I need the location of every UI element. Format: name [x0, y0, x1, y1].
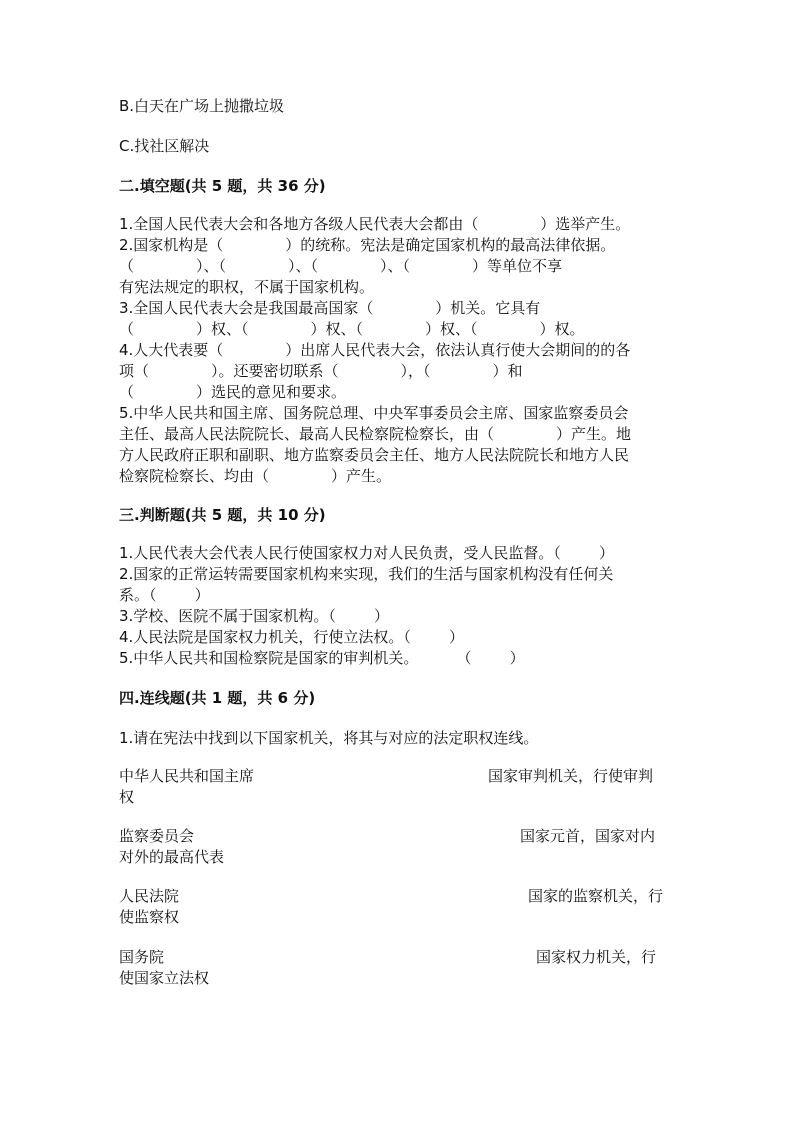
matching-left-item: 中华人民共和国主席	[119, 767, 255, 785]
matching-right-item: 国家权力机关，行	[536, 948, 657, 966]
question-line: 有宪法规定的职权，不属于国家机构。	[119, 278, 375, 296]
matching-left-item: 人民法院	[119, 887, 180, 905]
question-line: （ ）、（ ）、（ ）、（ ）等单位不享	[119, 257, 562, 275]
question-line: 1.全国人民代表大会和各地方各级人民代表大会都由（ ）选举产生。	[119, 215, 631, 233]
section-heading-matching: 四.连线题(共 1 题，共 6 分)	[119, 689, 316, 707]
question-line: （ ）权、（ ）权、（ ）权、（ ）权。	[119, 320, 585, 338]
question-line: 5.中华人民共和国主席、国务院总理、中央军事委员会主席、国家监察委员会	[119, 404, 629, 422]
question-line: 4.人大代表要（ ）出席人民代表大会，依法认真行使大会期间的的各	[119, 341, 631, 359]
matching-left-item: 国务院	[119, 948, 165, 966]
question-line: 项（ ）。还要密切联系（ ），（ ）和	[119, 362, 523, 380]
option-b: B.白天在广场上抛撒垃圾	[119, 97, 285, 115]
section-heading-true-false: 三.判断题(共 5 题，共 10 分)	[119, 506, 326, 524]
section-heading-fill-blank: 二.填空题(共 5 题，共 36 分)	[119, 177, 326, 195]
question-line: 2.国家机构是（ ）的统称。宪法是确定国家机构的最高法律依据。	[119, 236, 616, 254]
question-line: 1.人民代表大会代表人民行使国家权力对人民负责，受人民监督。（ ）	[119, 544, 614, 562]
question-line: 3.学校、医院不属于国家机构。（ ）	[119, 607, 389, 625]
matching-right-item-wrap: 使监察权	[119, 908, 180, 926]
matching-instruction: 1.请在宪法中找到以下国家机关，将其与对应的法定职权连线。	[119, 729, 539, 747]
matching-right-item: 国家元首，国家对内	[520, 827, 656, 845]
question-line: 3.全国人民代表大会是我国最高国家（ ）机关。它具有	[119, 299, 541, 317]
question-line: 方人民政府正职和副职、地方监察委员会主任、地方人民法院院长和地方人民	[119, 446, 630, 464]
option-c: C.找社区解决	[119, 137, 210, 155]
matching-left-item: 监察委员会	[119, 827, 195, 845]
matching-right-item: 国家的监察机关，行	[528, 887, 664, 905]
question-line: （ ）选民的意见和要求。	[119, 383, 346, 401]
matching-right-item-wrap: 对外的最高代表	[119, 848, 225, 866]
question-line: 主任、最高人民法院院长、最高人民检察院检察长，由（ ）产生。地	[119, 425, 631, 443]
matching-right-item-wrap: 权	[119, 788, 135, 806]
matching-right-item: 国家审判机关，行使审判	[488, 767, 654, 785]
question-line: 系。（ ）	[119, 586, 210, 604]
question-line: 2.国家的正常运转需要国家机构来实现，我们的生活与国家机构没有任何关	[119, 565, 614, 583]
question-line: 5.中华人民共和国检察院是国家的审判机关。 （ ）	[119, 649, 525, 667]
matching-right-item-wrap: 使国家立法权	[119, 969, 210, 987]
question-line: 检察院检察长、均由（ ）产生。	[119, 467, 391, 485]
question-line: 4.人民法院是国家权力机关，行使立法权。（ ）	[119, 628, 464, 646]
